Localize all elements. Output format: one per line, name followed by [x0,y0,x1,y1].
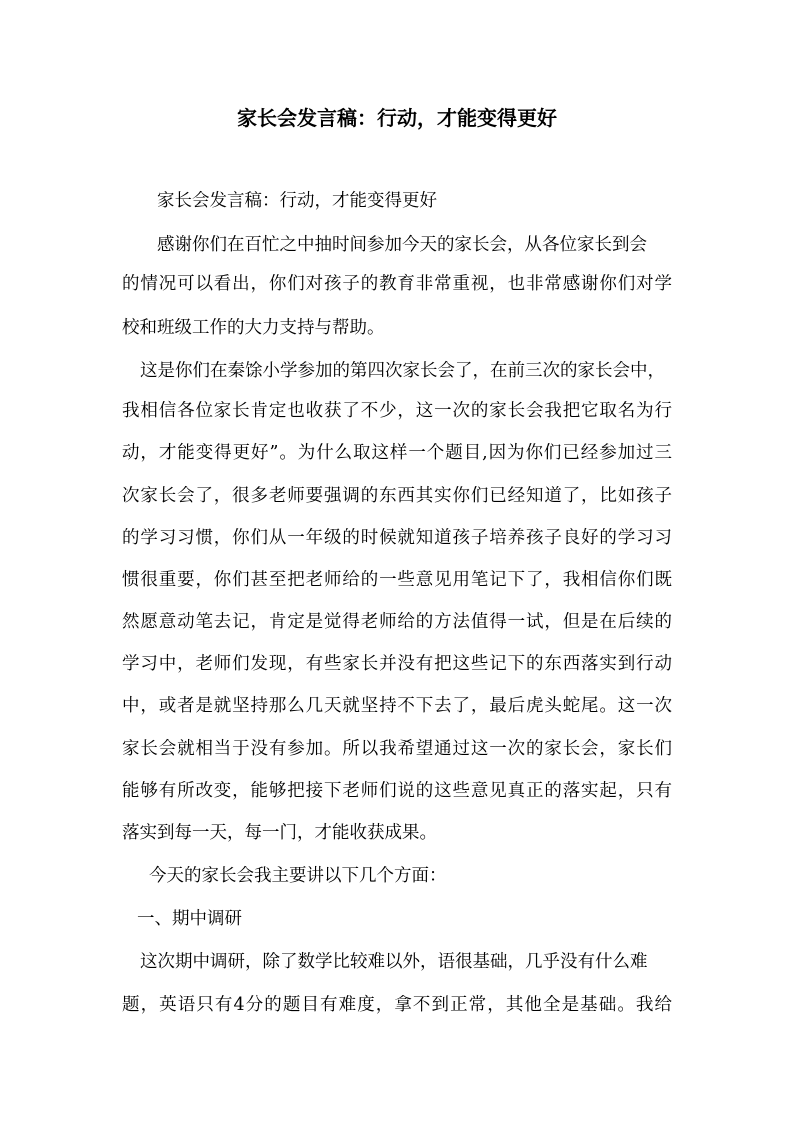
paragraph-line: 然愿意动笔去记，肯定是觉得老师给的方法值得一试，但是在后续的 [122,612,672,632]
paragraph-line: 中，或者是就坚持那么几天就坚持不下去了，最后虎头蛇尾。这一次 [122,696,672,716]
paragraph-line: 的学习习惯，你们从一年级的时候就知道孩子培养孩子良好的学习习 [122,528,672,548]
paragraph-line: 动，才能变得更好”。为什么取这样一个题目,因为你们已经参加过三 [122,443,672,463]
paragraph-line: 我相信各位家长肯定也收获了不少，这一次的家长会我把它取名为行 [122,401,672,421]
section-heading: 一、期中调研 [137,909,242,929]
paragraph-line: 家长会就相当于没有参加。所以我希望通过这一次的家长会，家长们 [122,739,672,759]
paragraph-line: 惯很重要，你们甚至把老师给的一些意见用笔记下了，我相信你们既 [122,570,672,590]
paragraph-line: 落实到每一天，每一门，才能收获成果。 [122,823,437,843]
subtitle-line: 家长会发言稿：行动，才能变得更好 [157,191,437,211]
paragraph-line: 校和班级工作的大力支持与帮助。 [122,318,385,338]
paragraph-line: 这次期中调研，除了数学比较难以外，语很基础，几乎没有什么难 [140,952,648,972]
document-title: 家长会发言稿：行动，才能变得更好 [237,106,557,130]
paragraph-line: 次家长会了，很多老师要强调的东西其实你们已经知道了，比如孩子 [122,486,672,506]
paragraph-line: 这是你们在秦馀小学参加的第四次家长会了，在前三次的家长会中， [140,361,665,381]
paragraph-line: 能够有所改变，能够把接下老师们说的这些意见真正的落实起，只有 [122,781,672,801]
paragraph-line: 今天的家长会我主要讲以下几个方面： [149,866,447,886]
paragraph-line: 题，英语只有4分的题目有难度，拿不到正常，其他全是基础。我给 [122,995,672,1015]
paragraph-line: 的情况可以看出，你们对孩子的教育非常重视，也非常感谢你们对学 [122,274,672,294]
paragraph-line: 感谢你们在百忙之中抽时间参加今天的家长会，从各位家长到会 [157,235,647,255]
paragraph-line: 学习中，老师们发现，有些家长并没有把这些记下的东西落实到行动 [122,654,672,674]
